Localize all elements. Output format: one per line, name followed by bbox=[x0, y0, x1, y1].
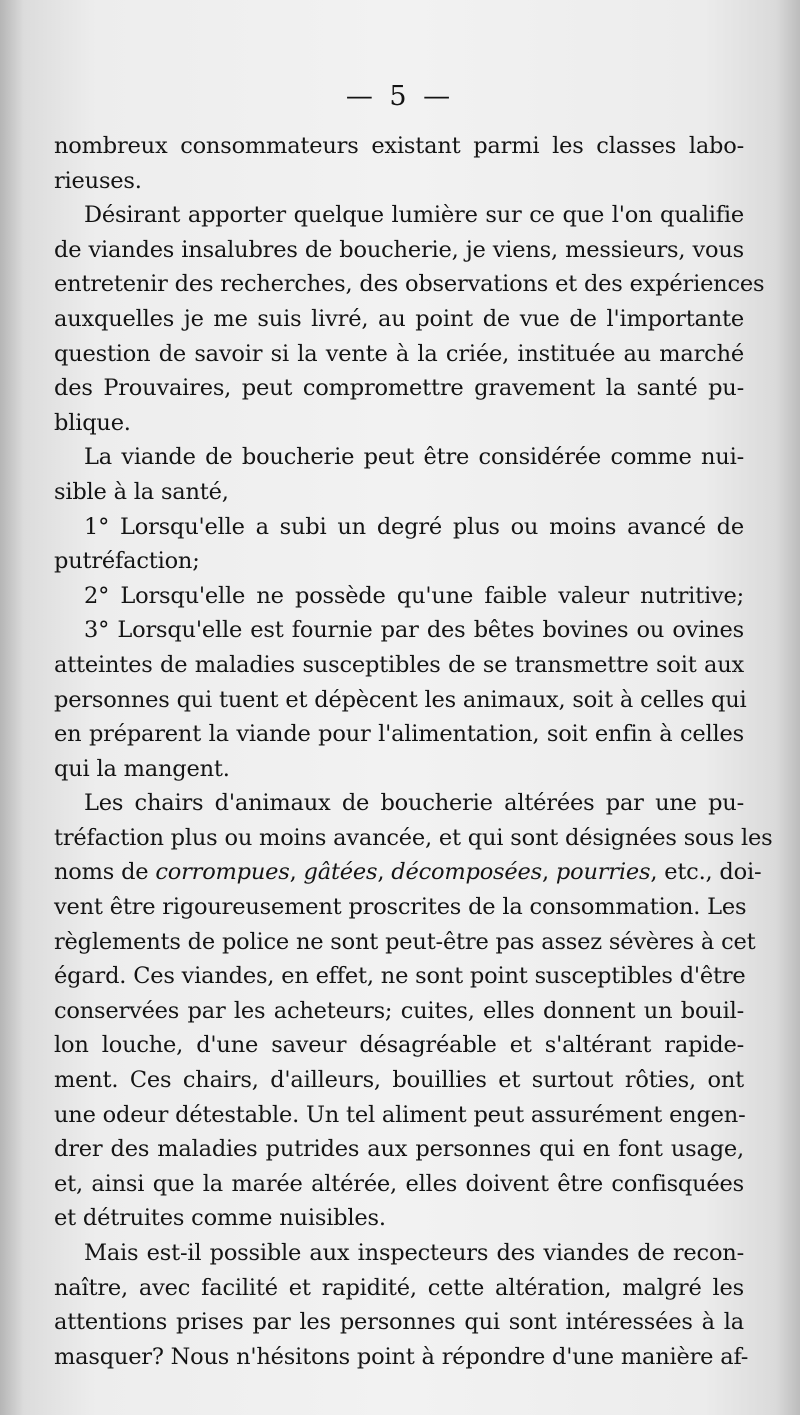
text-line: blique. bbox=[54, 409, 131, 436]
text-line: et détruites comme nuisibles. bbox=[54, 1205, 386, 1232]
text-line: La viande de boucherie peut être considérée comme nui- bbox=[84, 444, 744, 471]
text-line: nombreux consommateurs existant parmi les classes labo- bbox=[54, 133, 744, 159]
italic-term-decomposees: décomposées bbox=[391, 859, 542, 886]
text-line: en préparent la viande pour l'alimentation, soit enfin à celles bbox=[54, 721, 744, 748]
text-line: putréfaction; bbox=[54, 548, 200, 575]
text-line: attentions prises par les personnes qui sont intéressées à la bbox=[54, 1309, 744, 1336]
text-line: une odeur détestable. Un tel aliment peut assurément engen- bbox=[54, 1101, 746, 1128]
text-line: auxquelles je me suis livré, au point de vue de l'importante bbox=[54, 305, 744, 332]
text-line: de viandes insalubres de boucherie, je viens, messieurs, vous bbox=[54, 236, 744, 263]
text-line: vent être rigoureusement proscrites de la consommation. Les bbox=[54, 894, 747, 921]
text-line: qui la mangent. bbox=[54, 755, 230, 782]
separator: , bbox=[377, 859, 392, 886]
page-number-header: — 5 — bbox=[345, 81, 455, 112]
text-line: naître, avec facilité et rapidité, cette altération, malgré les bbox=[54, 1274, 744, 1301]
text-line: ment. Ces chairs, d'ailleurs, bouillies et surtout rôties, ont bbox=[54, 1067, 744, 1094]
italic-term-corrompues: corrompues bbox=[155, 859, 290, 886]
text-line: des Prouvaires, peut compromettre gravement la santé pu- bbox=[54, 375, 744, 402]
text-line: atteintes de maladies susceptibles de se transmettre soit aux bbox=[54, 651, 744, 678]
text-line: Les chairs d'animaux de boucherie altérées par une pu- bbox=[84, 790, 744, 817]
text-line: tréfaction plus ou moins avancée, et qui sont désignées sous les bbox=[54, 824, 773, 851]
italic-term-gatees: gâtées bbox=[303, 859, 378, 886]
text-line: rieuses. bbox=[54, 167, 142, 194]
text-line: masquer? Nous n'hésitons point à répondre d'une manière af- bbox=[54, 1343, 749, 1370]
text-line: entretenir des recherches, des observations et des expériences bbox=[54, 271, 765, 298]
text-line: drer des maladies putrides aux personnes qui en font usage, bbox=[54, 1136, 744, 1163]
italic-term-pourries: pourries bbox=[555, 859, 651, 886]
text-line: conservées par les acheteurs; cuites, elles donnent un bouil- bbox=[54, 997, 744, 1024]
separator: , bbox=[541, 859, 556, 886]
separator: , bbox=[289, 859, 304, 886]
body-text bbox=[54, 129, 773, 1374]
text-line: Désirant apporter quelque lumière sur ce que l'on qualifie bbox=[84, 202, 744, 229]
line-suffix: , etc., doi- bbox=[650, 859, 762, 886]
text-line-with-italics bbox=[54, 855, 762, 890]
text-line: lon louche, d'une saveur désagréable et s'altérant rapide- bbox=[54, 1032, 744, 1059]
text-line: question de savoir si la vente à la criée, instituée au marché bbox=[54, 340, 744, 367]
text-line: 2° Lorsqu'elle ne possède qu'une faible valeur nutritive; bbox=[84, 582, 744, 609]
text-line: Mais est-il possible aux inspecteurs des viandes de recon- bbox=[84, 1240, 744, 1266]
text-line: règlements de police ne sont peut-être pas assez sévères à cet bbox=[54, 928, 756, 955]
text-line: sible à la santé, bbox=[54, 478, 229, 505]
text-line: 3° Lorsqu'elle est fournie par des bêtes bovines ou ovines bbox=[84, 617, 744, 644]
text-line: 1° Lorsqu'elle a subi un degré plus ou moins avancé de bbox=[84, 513, 744, 540]
text-line: égard. Ces viandes, en effet, ne sont point susceptibles d'être bbox=[54, 963, 746, 990]
line-prefix: noms de bbox=[54, 859, 156, 886]
text-line: et, ainsi que la marée altérée, elles doivent être confisquées bbox=[54, 1170, 744, 1197]
text-line: personnes qui tuent et dépècent les animaux, soit à celles qui bbox=[54, 686, 747, 713]
